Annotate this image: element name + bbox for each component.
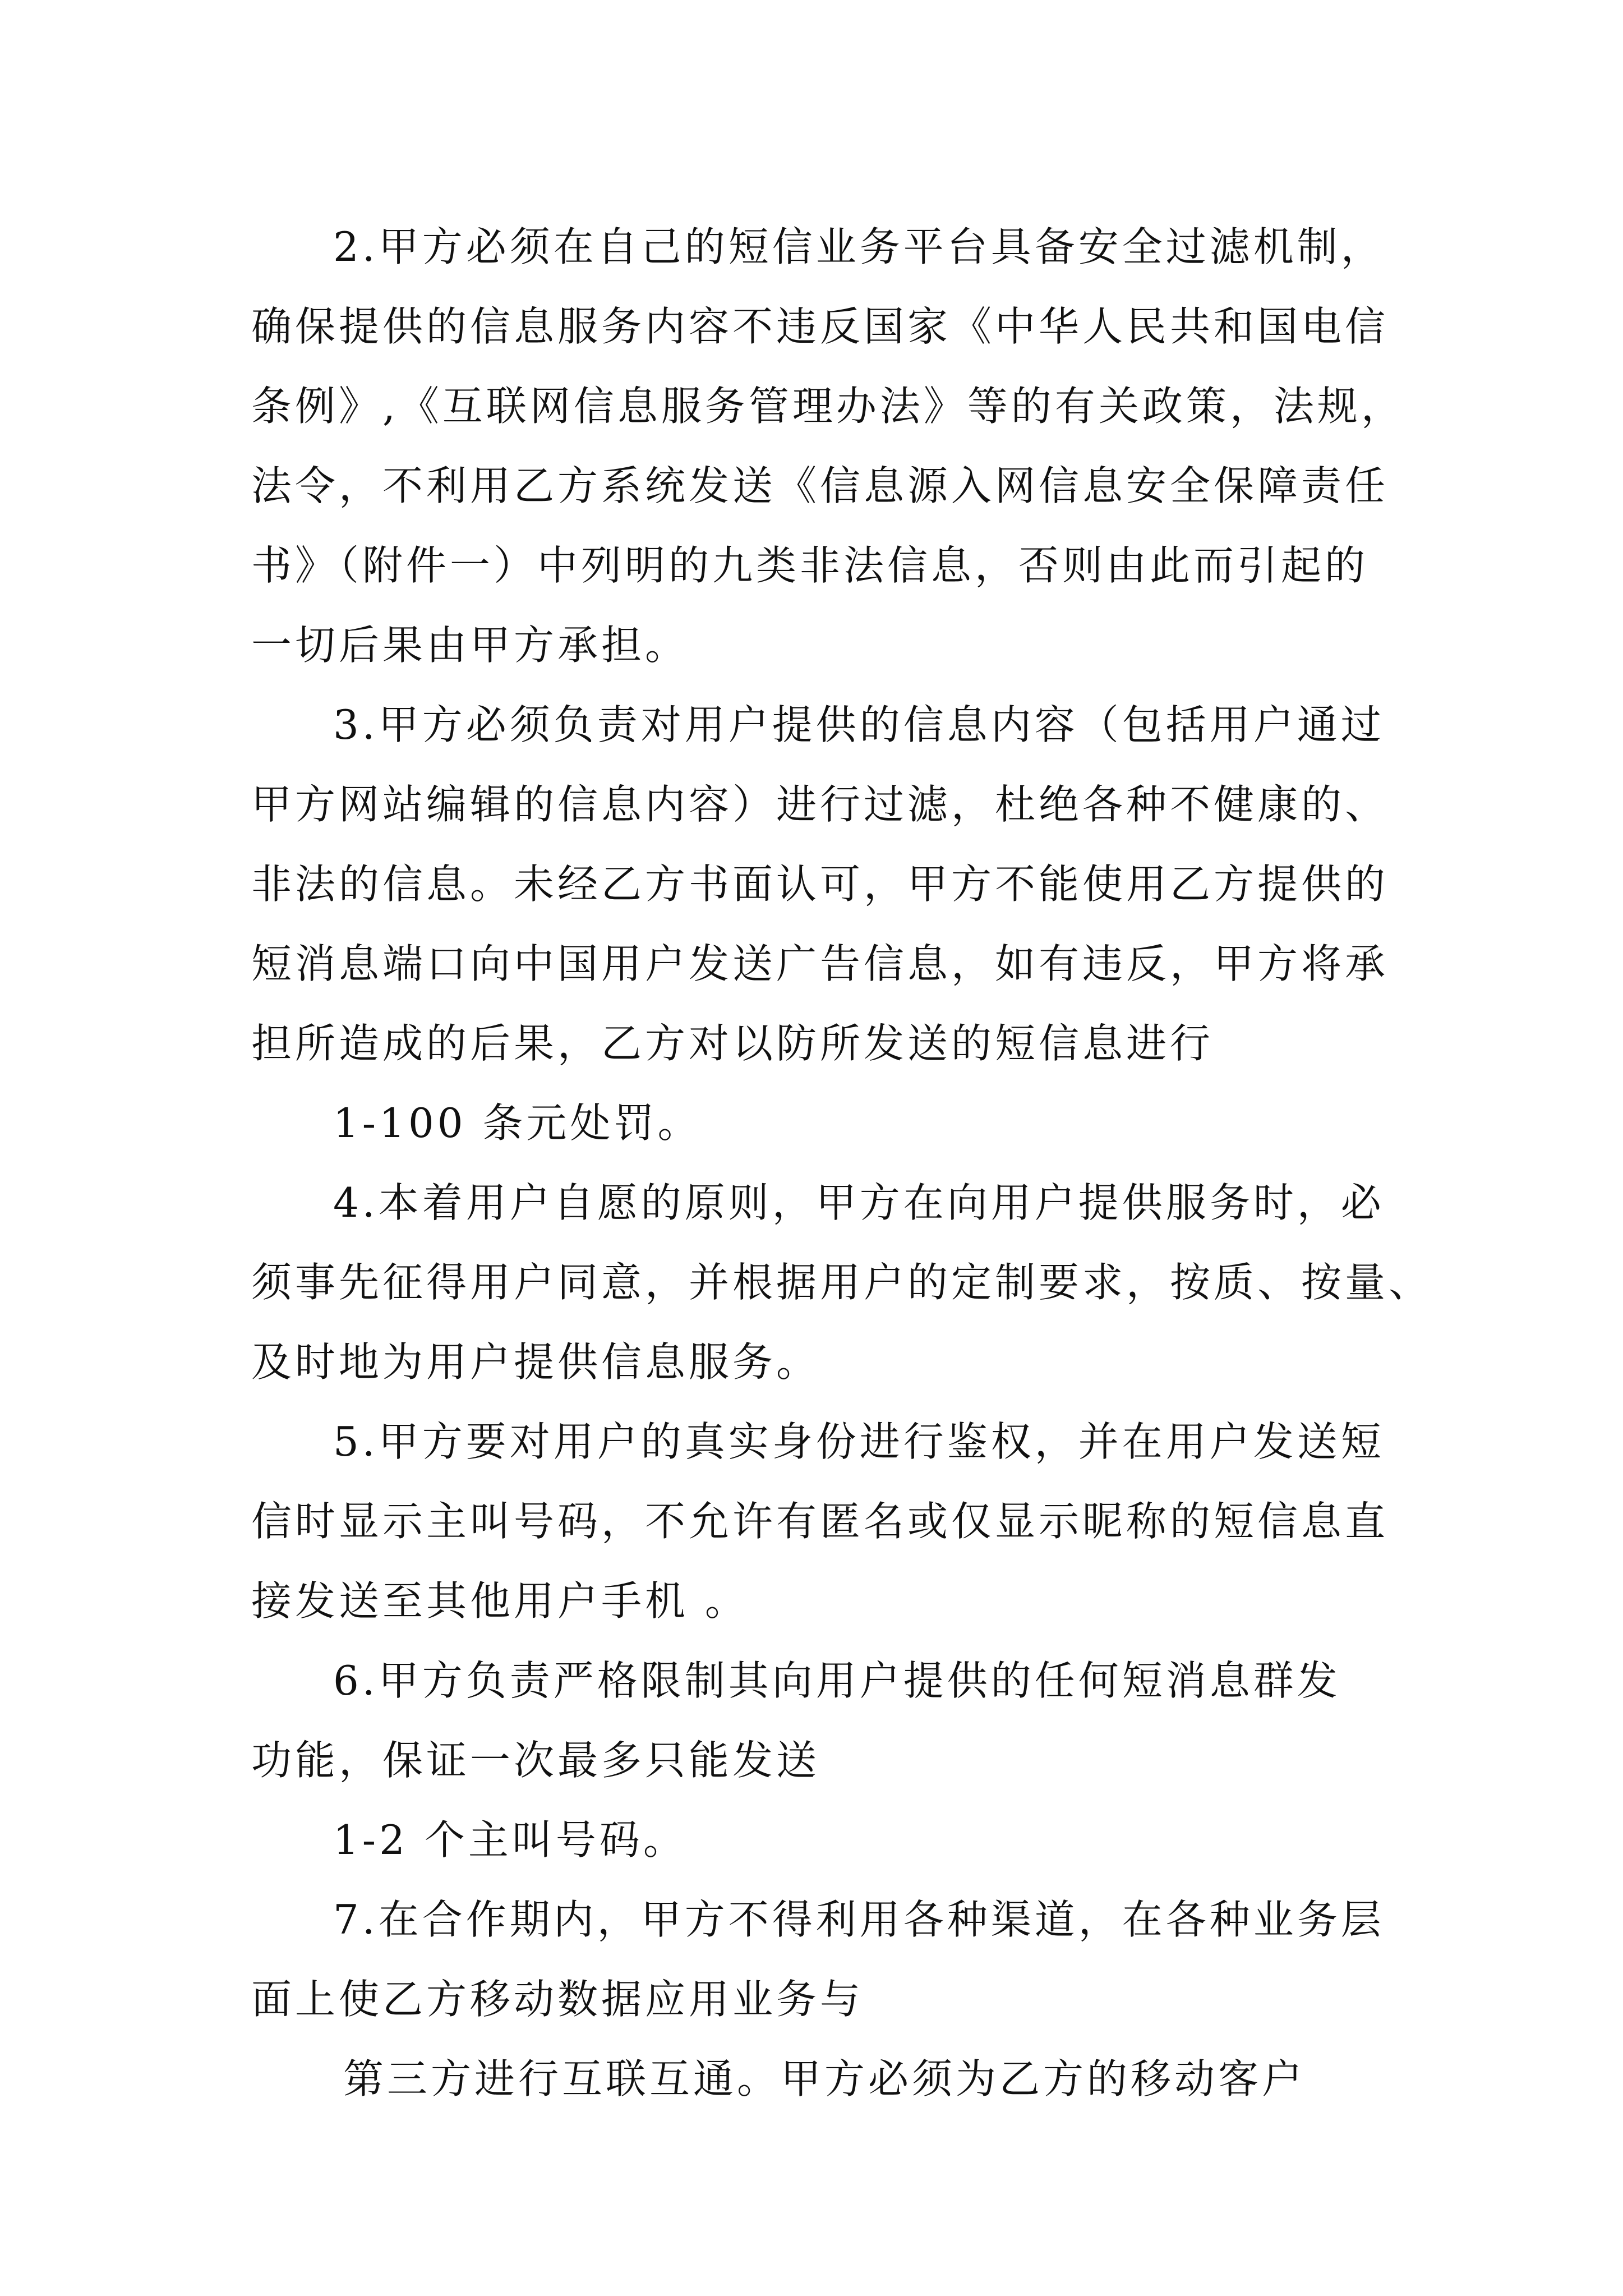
paragraph-3-line-2: 甲方网站编辑的信息内容）进行过滤，杜绝各种不健康的、 (251, 781, 1389, 828)
paragraph-6-line-2: 功能，保证一次最多只能发送 (251, 1737, 820, 1784)
paragraph-2-line-3: 条例》,《互联网信息服务管理办法》等的有关政策，法规， (251, 383, 1405, 430)
paragraph-5-line-2: 信时显示主叫号码，不允许有匿名或仅显示昵称的短信息直 (251, 1498, 1389, 1545)
paragraph-2-line-6: 一切后果由甲方承担。 (251, 622, 689, 669)
paragraph-2-line-2: 确保提供的信息服务内容不违反国家《中华人民共和国电信 (251, 303, 1389, 350)
paragraph-8-line-1: 第三方进行互联互通。甲方必须为乙方的移动客户 (343, 2055, 1306, 2102)
paragraph-3-line-3: 非法的信息。未经乙方书面认可，甲方不能使用乙方提供的 (251, 861, 1389, 908)
paragraph-7-line-2: 面上使乙方移动数据应用业务与 (251, 1976, 864, 2023)
paragraph-7-line-1: 7.在合作期内，甲方不得利用各种渠道，在各种业务层 (333, 1896, 1385, 1943)
paragraph-2-line-1: 2.甲方必须在自己的短信业务平台具备安全过滤机制， (333, 223, 1385, 270)
paragraph-4-line-2: 须事先征得用户同意，并根据用户的定制要求，按质、按量、 (251, 1259, 1433, 1306)
paragraph-5-line-3: 接发送至其他用户手机 。 (251, 1577, 749, 1625)
paragraph-3-line-5: 担所造成的后果，乙方对以防所发送的短信息进行 (251, 1020, 1214, 1067)
paragraph-6-line-3: 1-2 个主叫号码。 (333, 1816, 687, 1864)
paragraph-2-line-5: 书》（附件一）中列明的九类非法信息，否则由此而引起的 (251, 542, 1369, 589)
paragraph-5-line-1: 5.甲方要对用户的真实身份进行鉴权，并在用户发送短 (333, 1418, 1385, 1465)
paragraph-3-line-1: 3.甲方必须负责对用户提供的信息内容（包括用户通过 (333, 701, 1385, 748)
paragraph-4-line-3: 及时地为用户提供信息服务。 (251, 1338, 820, 1386)
paragraph-3-line-6: 1-100 条元处罚。 (333, 1099, 702, 1147)
paragraph-2-line-4: 法令，不利用乙方系统发送《信息源入网信息安全保障责任 (251, 462, 1389, 509)
paragraph-4-line-1: 4.本着用户自愿的原则，甲方在向用户提供服务时，必 (333, 1179, 1385, 1226)
paragraph-3-line-4: 短消息端口向中国用户发送广告信息，如有违反，甲方将承 (251, 940, 1389, 987)
paragraph-6-line-1: 6.甲方负责严格限制其向用户提供的任何短消息群发 (333, 1657, 1341, 1704)
